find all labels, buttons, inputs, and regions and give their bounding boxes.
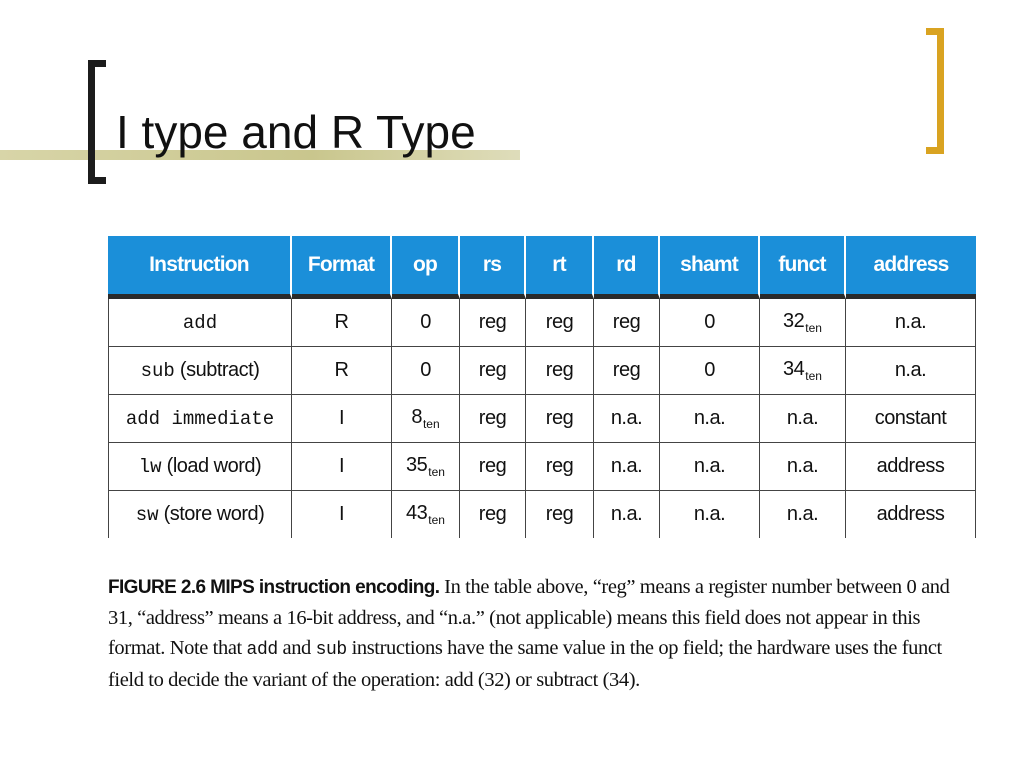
column-header: funct: [760, 236, 846, 299]
cell-funct: [760, 299, 846, 347]
instruction-description: (load word): [166, 455, 262, 477]
instruction-description: (store word): [163, 503, 265, 525]
table-row: [108, 395, 976, 443]
cell-op: [392, 443, 460, 491]
cell-shamt: n.a.: [660, 491, 760, 538]
cell-address: n.a.: [846, 299, 976, 347]
caption-text: and: [277, 637, 316, 659]
column-header: op: [392, 236, 460, 299]
funct-value: 34: [783, 358, 805, 380]
cell-format: R: [292, 299, 392, 347]
cell-rs: reg: [460, 395, 526, 443]
cell-instruction: [108, 299, 292, 347]
table-body: [108, 299, 976, 538]
instruction-code: sw: [135, 504, 159, 526]
cell-op: [392, 491, 460, 538]
cell-address: address: [846, 491, 976, 538]
cell-rs: reg: [460, 491, 526, 538]
right-bracket-decoration: [926, 28, 944, 154]
column-header: address: [846, 236, 976, 299]
cell-format: R: [292, 347, 392, 395]
table-header-row: [108, 236, 976, 299]
instruction-description: (subtract): [179, 359, 260, 381]
funct-value: n.a.: [786, 503, 819, 525]
cell-address: n.a.: [846, 347, 976, 395]
op-value: 35: [406, 454, 428, 476]
caption-code: add: [246, 640, 278, 660]
slide-title: I type and R Type: [116, 106, 476, 158]
cell-rd: n.a.: [594, 443, 660, 491]
cell-instruction: [108, 443, 292, 491]
cell-format: I: [292, 443, 392, 491]
op-value: 0: [420, 311, 431, 333]
cell-rt: reg: [526, 395, 594, 443]
cell-rt: reg: [526, 347, 594, 395]
column-header: Instruction: [108, 236, 292, 299]
figure-label: FIGURE 2.6 MIPS instruction encoding.: [108, 577, 440, 598]
funct-value: 32: [783, 310, 805, 332]
op-subscript: ten: [428, 513, 445, 527]
caption-code: sub: [315, 640, 347, 660]
instruction-code: sub: [140, 360, 175, 382]
op-value: 0: [420, 359, 431, 381]
op-value: 8: [411, 406, 422, 428]
cell-rd: reg: [594, 299, 660, 347]
cell-rt: reg: [526, 491, 594, 538]
cell-rt: reg: [526, 299, 594, 347]
cell-shamt: 0: [660, 347, 760, 395]
cell-op: [392, 347, 460, 395]
cell-instruction: [108, 491, 292, 538]
funct-subscript: ten: [805, 369, 822, 383]
cell-format: I: [292, 491, 392, 538]
cell-funct: [760, 395, 846, 443]
funct-subscript: ten: [805, 321, 822, 335]
column-header: rt: [526, 236, 594, 299]
cell-op: [392, 299, 460, 347]
cell-address: constant: [846, 395, 976, 443]
table-row: [108, 347, 976, 395]
cell-instruction: [108, 395, 292, 443]
column-header: rs: [460, 236, 526, 299]
cell-op: [392, 395, 460, 443]
cell-rs: reg: [460, 347, 526, 395]
op-subscript: ten: [428, 465, 445, 479]
instruction-code: add: [182, 312, 218, 334]
column-header: Format: [292, 236, 392, 299]
funct-value: n.a.: [786, 407, 819, 429]
cell-address: address: [846, 443, 976, 491]
left-bracket-decoration: [88, 60, 106, 184]
cell-funct: [760, 491, 846, 538]
cell-shamt: 0: [660, 299, 760, 347]
instruction-encoding-table: [108, 236, 976, 538]
cell-instruction: [108, 347, 292, 395]
op-subscript: ten: [422, 417, 440, 431]
column-header: rd: [594, 236, 660, 299]
mips-encoding-figure: [108, 236, 976, 716]
op-value: 43: [406, 502, 428, 524]
cell-rd: n.a.: [594, 395, 660, 443]
cell-funct: [760, 443, 846, 491]
column-header: shamt: [660, 236, 760, 299]
funct-value: n.a.: [786, 455, 819, 477]
cell-rd: reg: [594, 347, 660, 395]
cell-rs: reg: [460, 443, 526, 491]
figure-caption: [108, 572, 976, 695]
instruction-code: add immediate: [125, 408, 275, 430]
instruction-code: lw: [138, 456, 162, 478]
cell-rt: reg: [526, 443, 594, 491]
cell-rd: n.a.: [594, 491, 660, 538]
cell-rs: reg: [460, 299, 526, 347]
table-row: [108, 443, 976, 491]
caption-text: instructions have the same value in the op field; the hardware uses the funct field to decide the variant of the operation: add (32) or subtract (34).: [108, 637, 942, 691]
cell-format: I: [292, 395, 392, 443]
cell-shamt: n.a.: [660, 395, 760, 443]
cell-shamt: n.a.: [660, 443, 760, 491]
caption-text: In the table above, “reg” means a register number between 0 and 31, “address” means a 16-bit address, and “n.a.” (not applicable) means this field does not appear in this format. Note that: [108, 576, 950, 659]
table-row: [108, 491, 976, 538]
table-row: [108, 299, 976, 347]
cell-funct: [760, 347, 846, 395]
